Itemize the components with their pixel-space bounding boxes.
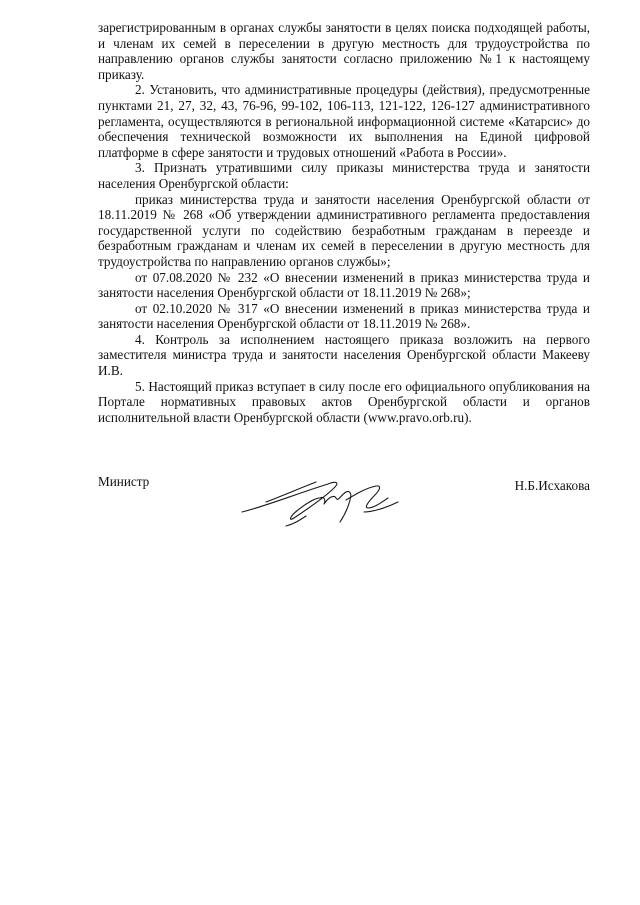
handwritten-signature [236,472,406,528]
paragraph-order-268: приказ министерства труда и занятости населения Оренбургской области от 18.11.2019 № 268 «Об утверждении административного регламента предоставления государственной услуги по содействию безработным гражданам в переезде и безработным гражданам и членам их семей в переселении в другую местность для трудоустройства по направлению органов службы»; [98,191,590,269]
signer-name: Н.Б.Исхакова [514,478,590,493]
signature-block [98,474,590,534]
paragraph-item-3: 3. Признать утратившими силу приказы министерства труда и занятости населения Оренбургской области: [98,160,590,191]
paragraph-item-4: 4. Контроль за исполнением настоящего приказа возложить на первого заместителя министра труда и занятости населения Оренбургской области Макееву И.В. [98,331,590,379]
paragraph-order-232: от 07.08.2020 № 232 «О внесении изменений в приказ министерства труда и занятости населения Оренбургской области от 18.11.2019 № 268»; [98,269,590,301]
paragraph-continuation: зарегистрированным в органах службы занятости в целях поиска подходящей работы, и членам их семей в переселении в другую местность для трудоустройства по направлению органов службы занятости согласно приложению №1 к настоящему приказу. [98,20,590,82]
paragraph-order-317: от 02.10.2020 № 317 «О внесении изменений в приказ министерства труда и занятости населения Оренбургской области от 18.11.2019 № 268». [98,300,590,332]
document-body [98,20,590,425]
paragraph-item-2: 2. Установить, что административные процедуры (действия), предусмотренные пунктами 21, 27, 32, 43, 76-96, 99-102, 106-113, 121-122, 126-127 административного регламента, осуществляются в региональной информационной системе «Катарсис» до обеспечения технической возможности их выполнения на Единой цифровой платформе в сфере занятости и трудовых отношений «Работа в России». [98,82,590,160]
signer-title: Министр [98,474,150,489]
paragraph-item-5: 5. Настоящий приказ вступает в силу после его официального опубликования на Портале нормативных правовых актов Оренбургской области и органов исполнительной власти Оренбургской области (www.pravo.orb.ru). [98,378,590,425]
